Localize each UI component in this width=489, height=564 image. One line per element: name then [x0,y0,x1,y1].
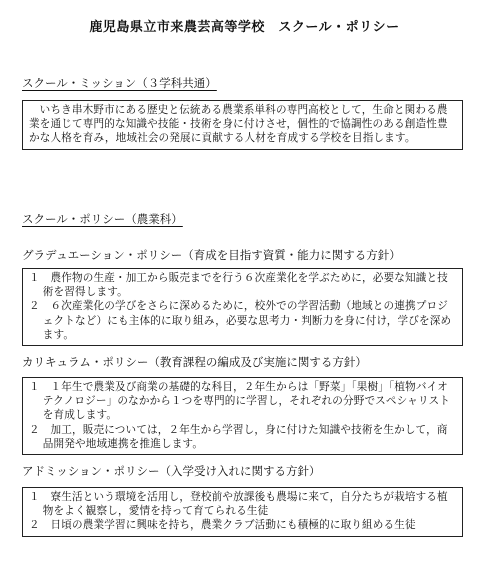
page-title: 鹿児島県立市来農芸高等学校 スクール・ポリシー [89,20,400,35]
curriculum-item: １ １年生で農業及び商業の基礎的な科目，２年生からは「野菜」「果樹」「植物バイオテクノロジー」のなかから１つを専門的に学習し，それぞれの分野でスペシャリストを育成します。 [29,381,450,422]
mission-heading: スクール・ミッション（３学科共通） [22,76,217,90]
mission-box [22,100,463,150]
graduation-box [22,268,463,346]
mission-text: いちき串木野市にある歴史と伝統ある農業系単科の専門高校として，生命と関わる農業を通じて専門的な知識や技能・技術を身に付けさせ，個性的で協調性のある創造性豊かな人格を育み，地域社会の発展に貢献する人材を育成する学校を目指します。 [29,104,448,145]
admission-item: １ 寮生活という環境を活用し，登校前や放課後も農場に来て，自分たちが栽培する植物をよく観察し，愛情を持って育てられる生徒 [29,491,448,518]
graduation-item: １ 農作物の生産・加工から販売までを行う６次産業化を学ぶために，必要な知識と技術を習得します。 [29,272,449,299]
admission-heading: アドミッション・ポリシー（入学受け入れに関する方針） [22,464,321,478]
admission-item: ２ 日頃の農業学習に興味を持ち，農業クラブ活動にも積極的に取り組める生徒 [29,519,416,532]
curriculum-box [22,377,463,455]
graduation-heading: グラデュエーション・ポリシー（育成を目指す資質・能力に関する方針） [22,248,401,262]
curriculum-item: ２ 加工，販売については，２年生から学習し，身に付けた知識や技術を生かして，商品開発や地域連携を推進します。 [29,423,448,450]
curriculum-heading: カリキュラム・ポリシー（教育課程の編成及び実施に関する方針） [22,355,367,369]
policy-heading: スクール・ポリシー（農業科） [22,212,183,226]
graduation-item: ２ ６次産業化の学びをさらに深めるために，校外での学習活動（地域との連携プロジェクトなど）にも主体的に取り組み，必要な思考力・判断力を身に付け，学びを深めます。 [29,300,452,341]
admission-box [22,487,463,537]
